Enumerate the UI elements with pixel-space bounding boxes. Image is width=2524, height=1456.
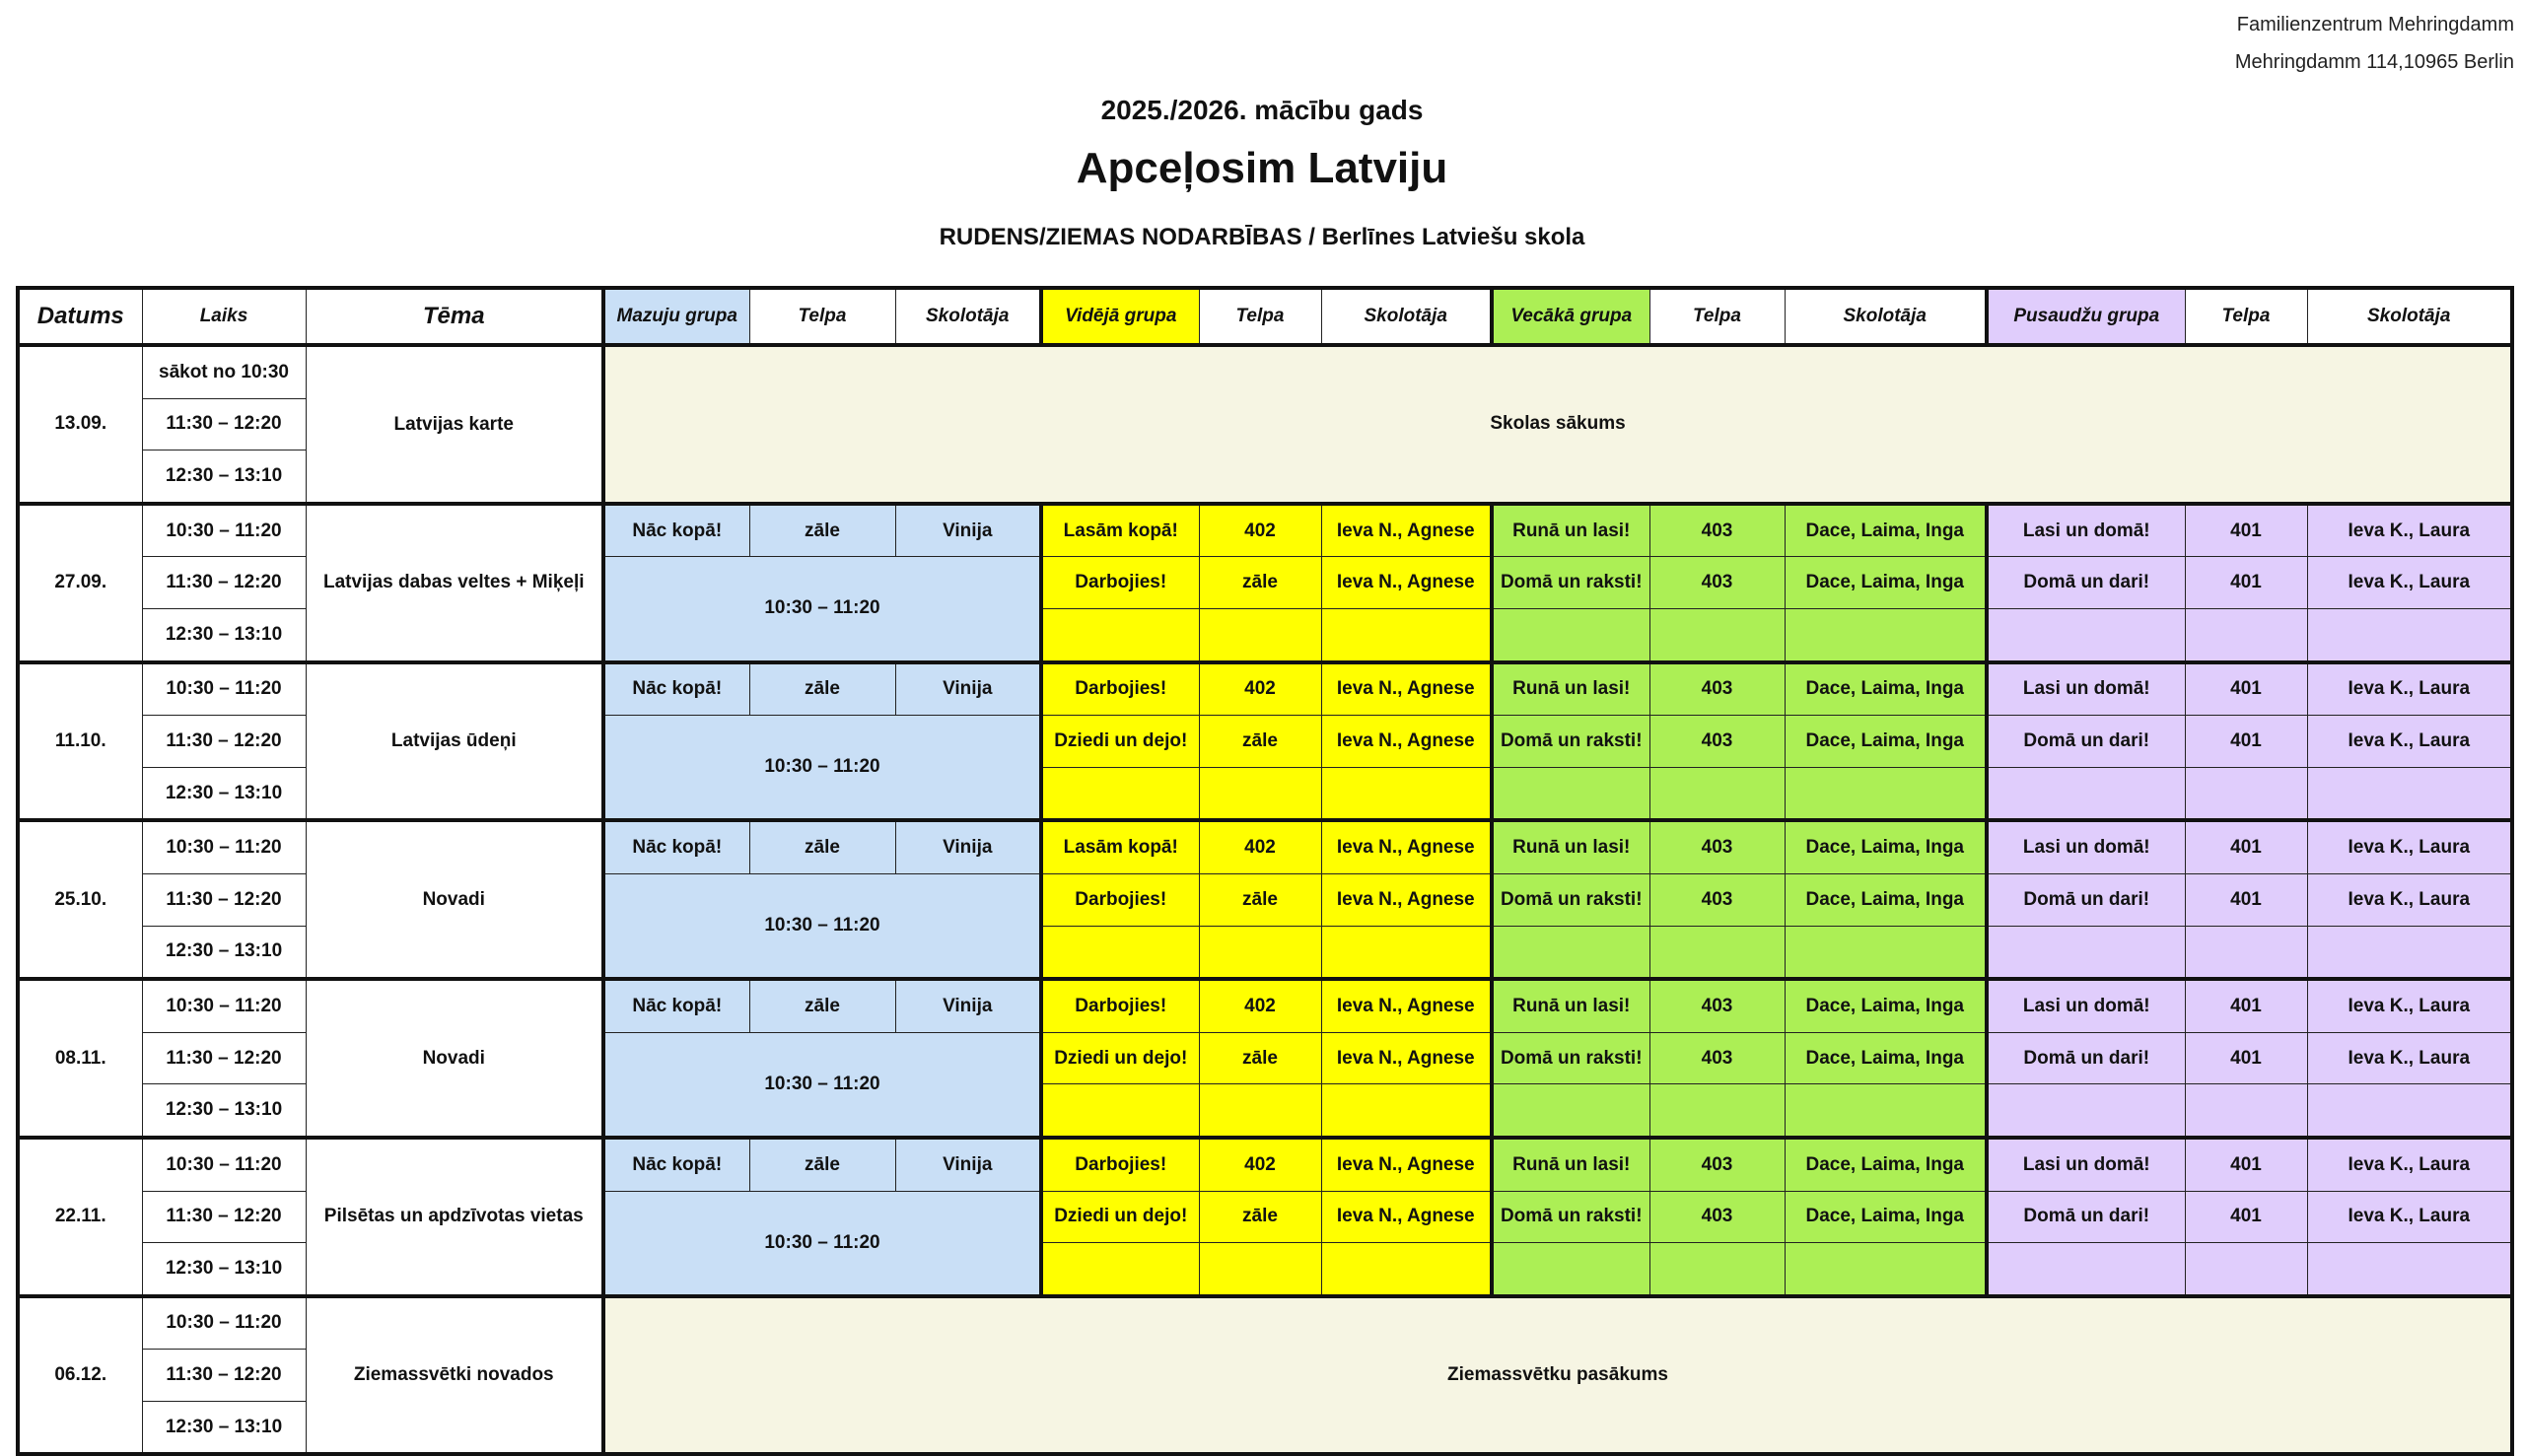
date-cell: 06.12. (18, 1296, 142, 1455)
col-teacher: Skolotāja (1785, 288, 1987, 345)
empty-cell (1321, 767, 1492, 820)
empty-cell (1649, 608, 1785, 661)
date-cell: 13.09. (18, 345, 142, 504)
time-cell: 11:30 – 12:20 (142, 557, 306, 609)
older-teacher: Dace, Laima, Inga (1785, 1191, 1987, 1243)
older-room: 403 (1649, 1191, 1785, 1243)
older-teacher: Dace, Laima, Inga (1785, 1138, 1987, 1191)
empty-cell (2185, 1084, 2307, 1138)
small-later-time: 10:30 – 11:20 (603, 1191, 1041, 1296)
empty-cell (1785, 926, 1987, 979)
teen-room: 401 (2185, 873, 2307, 926)
teen-activity: Domā un dari! (1987, 1032, 2185, 1084)
older-room: 403 (1649, 662, 1785, 716)
middle-room: 402 (1199, 662, 1321, 716)
middle-activity: Lasām kopā! (1041, 820, 1199, 873)
topic-cell: Novadi (306, 820, 603, 979)
table-row (18, 662, 2512, 716)
empty-cell (1199, 767, 1321, 820)
col-topic: Tēma (306, 288, 603, 345)
empty-cell (1987, 1243, 2185, 1296)
empty-cell (1492, 1084, 1649, 1138)
teen-activity: Lasi un domā! (1987, 979, 2185, 1032)
time-cell: 11:30 – 12:20 (142, 716, 306, 768)
older-activity: Domā un raksti! (1492, 873, 1649, 926)
col-teacher: Skolotāja (2307, 288, 2512, 345)
teen-room: 401 (2185, 557, 2307, 609)
empty-cell (1199, 608, 1321, 661)
table-row (18, 979, 2512, 1032)
empty-cell (1649, 1084, 1785, 1138)
teen-room: 401 (2185, 504, 2307, 557)
date-cell: 11.10. (18, 662, 142, 821)
col-middle-group: Vidējā grupa (1041, 288, 1199, 345)
older-room: 403 (1649, 820, 1785, 873)
small-room: zāle (749, 662, 895, 716)
schedule-table (16, 286, 2514, 1456)
date-cell: 27.09. (18, 504, 142, 662)
time-cell: 12:30 – 13:10 (142, 608, 306, 661)
topic-cell: Ziemassvētki novados (306, 1296, 603, 1455)
time-cell: sākot no 10:30 (142, 345, 306, 398)
empty-cell (1492, 608, 1649, 661)
teen-activity: Lasi un domā! (1987, 504, 2185, 557)
older-teacher: Dace, Laima, Inga (1785, 873, 1987, 926)
small-teacher: Vinija (895, 662, 1041, 716)
time-cell: 11:30 – 12:20 (142, 1350, 306, 1402)
date-cell: 08.11. (18, 979, 142, 1138)
middle-teacher: Ieva N., Agnese (1321, 1138, 1492, 1191)
teen-teacher: Ieva K., Laura (2307, 1138, 2512, 1191)
small-room: zāle (749, 504, 895, 557)
teen-activity: Domā un dari! (1987, 1191, 2185, 1243)
time-cell: 11:30 – 12:20 (142, 1032, 306, 1084)
empty-cell (1649, 1243, 1785, 1296)
older-room: 403 (1649, 557, 1785, 609)
time-cell: 11:30 – 12:20 (142, 1191, 306, 1243)
middle-teacher: Ieva N., Agnese (1321, 873, 1492, 926)
time-cell: 12:30 – 13:10 (142, 451, 306, 504)
older-teacher: Dace, Laima, Inga (1785, 662, 1987, 716)
time-cell: 10:30 – 11:20 (142, 504, 306, 557)
teen-activity: Lasi un domā! (1987, 662, 2185, 716)
older-room: 403 (1649, 504, 1785, 557)
middle-teacher: Ieva N., Agnese (1321, 1032, 1492, 1084)
teen-teacher: Ieva K., Laura (2307, 979, 2512, 1032)
empty-cell (1649, 926, 1785, 979)
empty-cell (2185, 767, 2307, 820)
empty-cell (2307, 767, 2512, 820)
middle-room: 402 (1199, 504, 1321, 557)
teen-activity: Lasi un domā! (1987, 1138, 2185, 1191)
teen-teacher: Ieva K., Laura (2307, 1191, 2512, 1243)
teen-activity: Domā un dari! (1987, 557, 2185, 609)
middle-room: 402 (1199, 979, 1321, 1032)
empty-cell (1321, 608, 1492, 661)
empty-cell (1987, 926, 2185, 979)
small-teacher: Vinija (895, 979, 1041, 1032)
time-cell: 10:30 – 11:20 (142, 1138, 306, 1191)
older-activity: Domā un raksti! (1492, 1032, 1649, 1084)
topic-cell: Latvijas karte (306, 345, 603, 504)
school-year: 2025./2026. mācību gads (1100, 95, 1424, 125)
address-line-2: Mehringdamm 114,10965 Berlin (2234, 51, 2514, 73)
empty-cell (1041, 1084, 1199, 1138)
empty-cell (1492, 1243, 1649, 1296)
middle-activity: Dziedi un dejo! (1041, 716, 1199, 768)
middle-activity: Darbojies! (1041, 662, 1199, 716)
teen-room: 401 (2185, 1138, 2307, 1191)
teen-teacher: Ieva K., Laura (2307, 1032, 2512, 1084)
time-cell: 10:30 – 11:20 (142, 820, 306, 873)
middle-room: zāle (1199, 557, 1321, 609)
middle-activity: Lasām kopā! (1041, 504, 1199, 557)
empty-cell (1321, 926, 1492, 979)
teen-teacher: Ieva K., Laura (2307, 662, 2512, 716)
event-banner: Skolas sākums (603, 345, 2512, 504)
teen-teacher: Ieva K., Laura (2307, 504, 2512, 557)
teen-teacher: Ieva K., Laura (2307, 873, 2512, 926)
middle-room: zāle (1199, 716, 1321, 768)
older-room: 403 (1649, 979, 1785, 1032)
teen-room: 401 (2185, 979, 2307, 1032)
empty-cell (1785, 767, 1987, 820)
middle-activity: Dziedi un dejo! (1041, 1191, 1199, 1243)
small-later-time: 10:30 – 11:20 (603, 1032, 1041, 1138)
empty-cell (1987, 608, 2185, 661)
teen-room: 401 (2185, 716, 2307, 768)
teen-room: 401 (2185, 1191, 2307, 1243)
col-room: Telpa (1199, 288, 1321, 345)
older-room: 403 (1649, 1138, 1785, 1191)
empty-cell (1492, 767, 1649, 820)
col-small-group: Mazuju grupa (603, 288, 749, 345)
older-room: 403 (1649, 716, 1785, 768)
empty-cell (1987, 1084, 2185, 1138)
small-teacher: Vinija (895, 820, 1041, 873)
col-room: Telpa (749, 288, 895, 345)
time-cell: 10:30 – 11:20 (142, 1296, 306, 1350)
time-cell: 12:30 – 13:10 (142, 1401, 306, 1454)
teen-teacher: Ieva K., Laura (2307, 557, 2512, 609)
middle-room: zāle (1199, 873, 1321, 926)
small-teacher: Vinija (895, 504, 1041, 557)
teen-activity: Domā un dari! (1987, 873, 2185, 926)
middle-room: 402 (1199, 1138, 1321, 1191)
small-room: zāle (749, 979, 895, 1032)
table-row (18, 504, 2512, 557)
small-activity: Nāc kopā! (603, 820, 749, 873)
empty-cell (2185, 1243, 2307, 1296)
older-activity: Domā un raksti! (1492, 557, 1649, 609)
table-row (18, 820, 2512, 873)
empty-cell (2185, 608, 2307, 661)
col-teacher: Skolotāja (1321, 288, 1492, 345)
empty-cell (2307, 608, 2512, 661)
date-cell: 22.11. (18, 1138, 142, 1296)
time-cell: 11:30 – 12:20 (142, 398, 306, 451)
middle-teacher: Ieva N., Agnese (1321, 662, 1492, 716)
col-teen-group: Pusaudžu grupa (1987, 288, 2185, 345)
empty-cell (2307, 1084, 2512, 1138)
empty-cell (1199, 1243, 1321, 1296)
teen-teacher: Ieva K., Laura (2307, 820, 2512, 873)
time-cell: 12:30 – 13:10 (142, 767, 306, 820)
middle-teacher: Ieva N., Agnese (1321, 820, 1492, 873)
small-activity: Nāc kopā! (603, 1138, 749, 1191)
empty-cell (1199, 926, 1321, 979)
small-later-time: 10:30 – 11:20 (603, 557, 1041, 662)
small-later-time: 10:30 – 11:20 (603, 716, 1041, 821)
col-time: Laiks (142, 288, 306, 345)
table-row (18, 1296, 2512, 1350)
middle-activity: Darbojies! (1041, 1138, 1199, 1191)
older-teacher: Dace, Laima, Inga (1785, 1032, 1987, 1084)
teen-room: 401 (2185, 820, 2307, 873)
empty-cell (1041, 608, 1199, 661)
col-older-group: Vecākā grupa (1492, 288, 1649, 345)
col-room: Telpa (1649, 288, 1785, 345)
older-room: 403 (1649, 873, 1785, 926)
older-teacher: Dace, Laima, Inga (1785, 557, 1987, 609)
older-activity: Runā un lasi! (1492, 820, 1649, 873)
small-later-time: 10:30 – 11:20 (603, 873, 1041, 979)
teen-room: 401 (2185, 1032, 2307, 1084)
topic-cell: Pilsētas un apdzīvotas vietas (306, 1138, 603, 1296)
date-cell: 25.10. (18, 820, 142, 979)
small-teacher: Vinija (895, 1138, 1041, 1191)
empty-cell (1785, 1243, 1987, 1296)
table-row (18, 1138, 2512, 1191)
middle-room: 402 (1199, 820, 1321, 873)
older-activity: Domā un raksti! (1492, 1191, 1649, 1243)
older-teacher: Dace, Laima, Inga (1785, 820, 1987, 873)
col-date: Datums (18, 288, 142, 345)
col-teacher: Skolotāja (895, 288, 1041, 345)
empty-cell (1321, 1243, 1492, 1296)
event-banner: Ziemassvētku pasākums (603, 1296, 2512, 1455)
header-row (18, 288, 2512, 345)
empty-cell (1199, 1084, 1321, 1138)
empty-cell (2185, 926, 2307, 979)
older-teacher: Dace, Laima, Inga (1785, 979, 1987, 1032)
empty-cell (1649, 767, 1785, 820)
time-cell: 12:30 – 13:10 (142, 1084, 306, 1138)
empty-cell (1321, 1084, 1492, 1138)
older-teacher: Dace, Laima, Inga (1785, 504, 1987, 557)
older-activity: Runā un lasi! (1492, 979, 1649, 1032)
older-activity: Runā un lasi! (1492, 1138, 1649, 1191)
teen-room: 401 (2185, 662, 2307, 716)
small-room: zāle (749, 1138, 895, 1191)
middle-activity: Darbojies! (1041, 873, 1199, 926)
time-cell: 11:30 – 12:20 (142, 873, 306, 926)
time-cell: 10:30 – 11:20 (142, 979, 306, 1032)
empty-cell (1987, 767, 2185, 820)
older-room: 403 (1649, 1032, 1785, 1084)
empty-cell (1785, 608, 1987, 661)
empty-cell (2307, 926, 2512, 979)
small-activity: Nāc kopā! (603, 662, 749, 716)
topic-cell: Novadi (306, 979, 603, 1138)
empty-cell (1785, 1084, 1987, 1138)
older-teacher: Dace, Laima, Inga (1785, 716, 1987, 768)
middle-teacher: Ieva N., Agnese (1321, 557, 1492, 609)
empty-cell (1041, 767, 1199, 820)
address-line-1: Familienzentrum Mehringdamm (2236, 14, 2514, 35)
middle-room: zāle (1199, 1032, 1321, 1084)
middle-teacher: Ieva N., Agnese (1321, 716, 1492, 768)
middle-activity: Darbojies! (1041, 979, 1199, 1032)
time-cell: 12:30 – 13:10 (142, 926, 306, 979)
middle-teacher: Ieva N., Agnese (1321, 504, 1492, 557)
older-activity: Domā un raksti! (1492, 716, 1649, 768)
teen-activity: Lasi un domā! (1987, 820, 2185, 873)
teen-teacher: Ieva K., Laura (2307, 716, 2512, 768)
empty-cell (1041, 926, 1199, 979)
middle-teacher: Ieva N., Agnese (1321, 979, 1492, 1032)
table-row (18, 345, 2512, 398)
empty-cell (2307, 1243, 2512, 1296)
older-activity: Runā un lasi! (1492, 504, 1649, 557)
middle-teacher: Ieva N., Agnese (1321, 1191, 1492, 1243)
older-activity: Runā un lasi! (1492, 662, 1649, 716)
small-room: zāle (749, 820, 895, 873)
teen-activity: Domā un dari! (1987, 716, 2185, 768)
page-title: Apceļosim Latviju (1076, 144, 1448, 192)
middle-room: zāle (1199, 1191, 1321, 1243)
topic-cell: Latvijas dabas veltes + Miķeļi (306, 504, 603, 662)
empty-cell (1041, 1243, 1199, 1296)
small-activity: Nāc kopā! (603, 979, 749, 1032)
empty-cell (1492, 926, 1649, 979)
time-cell: 12:30 – 13:10 (142, 1243, 306, 1296)
small-activity: Nāc kopā! (603, 504, 749, 557)
middle-activity: Darbojies! (1041, 557, 1199, 609)
page-subtitle: RUDENS/ZIEMAS NODARBĪBAS / Berlīnes Latviešu skola (939, 224, 1585, 250)
time-cell: 10:30 – 11:20 (142, 662, 306, 716)
col-room: Telpa (2185, 288, 2307, 345)
topic-cell: Latvijas ūdeņi (306, 662, 603, 821)
middle-activity: Dziedi un dejo! (1041, 1032, 1199, 1084)
